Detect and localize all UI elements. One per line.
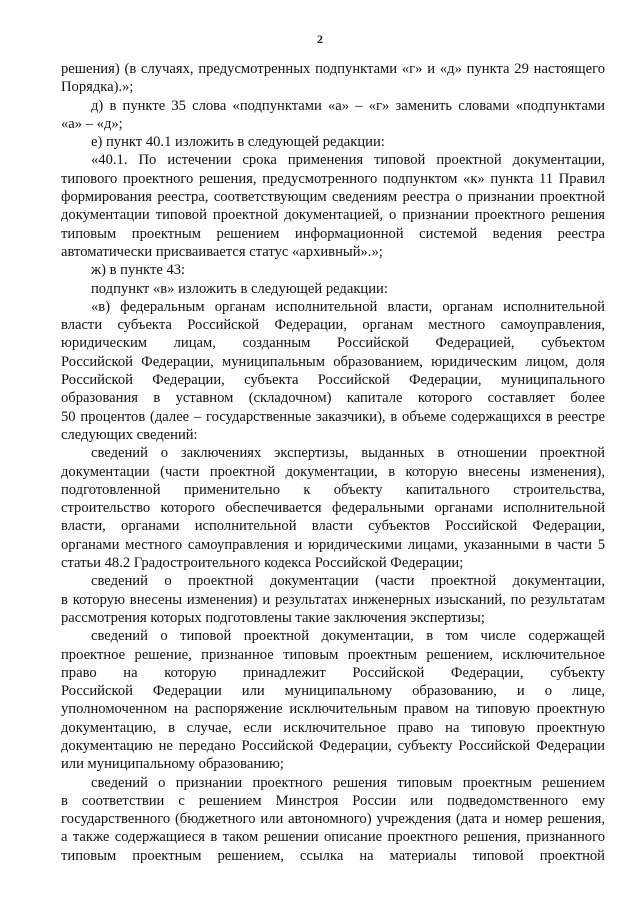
text-line: Российской Федерации, субъекта Российской Федерации, муниципального	[61, 372, 605, 389]
text-line: документации типовой проектной документацией, о признании проектного решения	[61, 207, 605, 224]
text-line: сведений о проектной документации (части проектной документации,	[91, 573, 605, 590]
text-line: автоматически присваивается статус «архивный».»;	[61, 243, 383, 260]
text-line: е) пункт 40.1 изложить в следующей редакции:	[91, 134, 385, 151]
text-line: или муниципальному образованию;	[61, 756, 284, 773]
text-line: Российской Федерации или муниципальному образованию, и о лице,	[61, 683, 605, 700]
text-line: следующих сведений:	[61, 426, 198, 443]
text-line: органами местного самоуправления и юридическими лицами, указанными в части 5	[61, 536, 605, 553]
text-line: сведений о признании проектного решения типовым проектным решением	[91, 774, 605, 791]
text-line: «40.1. По истечении срока применения типовой проектной документации,	[91, 152, 605, 169]
text-line: статьи 48.2 Градостроительного кодекса Российской Федерации;	[61, 555, 464, 572]
text-line: Порядка).»;	[61, 79, 134, 96]
text-line: Российской Федерации, муниципальным образованием, юридическим лицом, доля	[61, 353, 605, 370]
text-line: строительство которого обеспечивается федеральными органами исполнительной	[61, 500, 605, 517]
text-line: «в) федеральным органам исполнительной власти, органам исполнительной	[91, 298, 605, 315]
text-line: подпункт «в» изложить в следующей редакции:	[91, 280, 388, 297]
text-line: «а» – «д»;	[61, 115, 123, 132]
text-line: документацию, в случае, если исключительное право на типовую проектную	[61, 719, 605, 736]
text-line: сведений о заключениях экспертизы, выданных в отношении проектной	[91, 445, 605, 462]
text-line: формирования реестра, соответствующим сведениям реестра о признании проектной	[61, 189, 605, 206]
text-line: власти субъекта Российской Федерации, органам местного самоуправления,	[61, 317, 605, 334]
text-line: право на которую принадлежит Российской Федерации, субъекту	[61, 664, 605, 681]
text-line: проектное решение, признанное типовым проектным решением, исключительное	[61, 646, 605, 663]
text-line: типовым проектным решением информационной системой ведения реестра	[61, 225, 605, 242]
text-line: д) в пункте 35 слова «подпунктами «а» – «г» заменить словами «подпунктами	[91, 97, 605, 114]
text-line: образования в уставном (складочном) капитале которого составляет более	[61, 390, 605, 407]
text-line: типовым проектным решением, ссылка на материалы типовой проектной	[61, 847, 605, 864]
text-line: ж) в пункте 43:	[91, 262, 186, 279]
text-line: власти, органами исполнительной власти субъектов Российской Федерации,	[61, 518, 605, 535]
document-body	[61, 60, 605, 865]
text-line: государственного (бюджетного или автономного) учреждения (дата и номер решения,	[61, 811, 605, 828]
text-line: юридическим лицам, созданным Российской Федерацией, субъектом	[61, 335, 605, 352]
text-line: 50 процентов (далее – государственные заказчики), в объеме содержащихся в реестре	[61, 408, 605, 425]
text-line: рассмотрения которых подготовлены такие заключения экспертизы;	[61, 609, 485, 626]
text-line: уполномоченном на распоряжение исключительным правом на типовую проектную	[61, 701, 605, 718]
text-line: типового проектного решения, предусмотренного подпунктом «к» пункта 11 Правил	[61, 170, 605, 187]
text-line: решения) (в случаях, предусмотренных подпунктами «г» и «д» пункта 29 настоящего	[61, 61, 605, 77]
text-line: сведений о типовой проектной документации, в том числе содержащей	[91, 628, 605, 645]
text-line: документацию не передано Российской Федерации, субъекту Российской Федерации	[61, 737, 605, 754]
text-line: подготовленной применительно к объекту капитального строительства,	[61, 481, 605, 498]
page-number: 2	[317, 32, 323, 46]
text-line: документации (части проектной документации, в которую внесены изменения),	[61, 463, 605, 480]
text-line: в которую внесены изменения) и результатах инженерных изысканий, по результатам	[61, 591, 605, 608]
text-line: а также содержащиеся в таком решении описание проектного решения, признанного	[61, 829, 605, 846]
text-line: в соответствии с решением Минстроя России или подведомственного ему	[61, 792, 605, 809]
